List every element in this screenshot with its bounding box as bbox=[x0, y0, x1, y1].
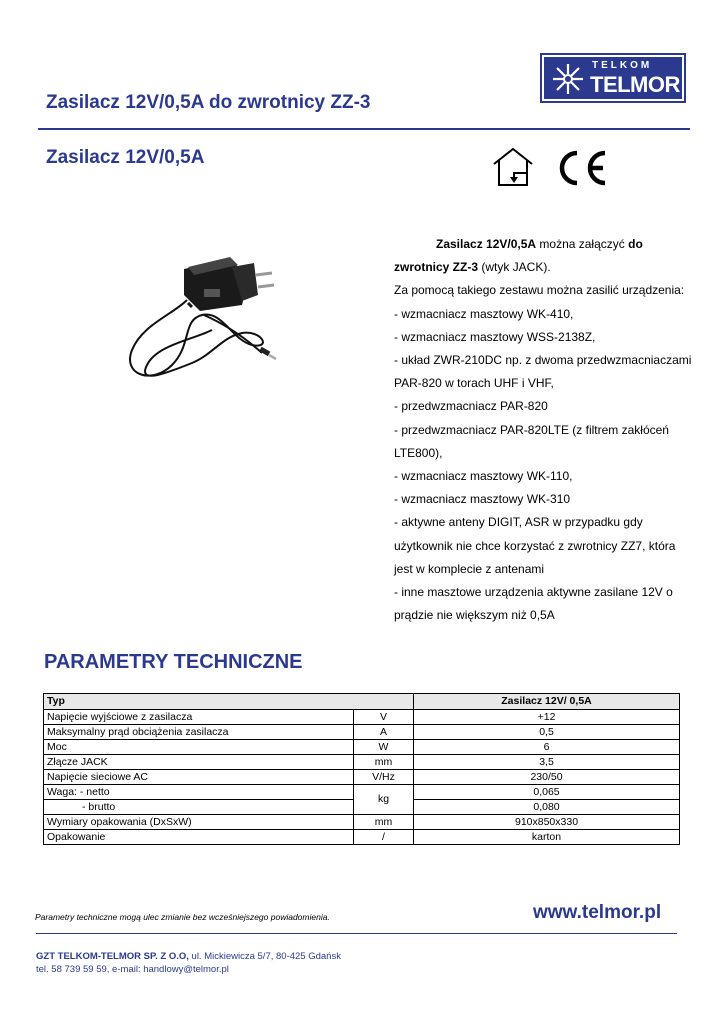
disclaimer-note: Parametry techniczne mogą ulec zmianie bez wcześniejszego powiadomienia. bbox=[35, 912, 330, 922]
telkom-telmor-logo bbox=[540, 53, 686, 103]
param-name: Maksymalny prąd obciążenia zasilacza bbox=[44, 725, 354, 740]
snowflake-logo-icon bbox=[550, 61, 586, 97]
param-name: Złącze JACK bbox=[44, 755, 354, 770]
param-value: karton bbox=[414, 830, 680, 845]
footer-divider bbox=[36, 933, 677, 934]
param-value: 6 bbox=[414, 740, 680, 755]
website-link[interactable]: www.telmor.pl bbox=[533, 902, 662, 923]
param-name: Napięcie sieciowe AC bbox=[44, 770, 354, 785]
param-name: Wymiary opakowania (DxSxW) bbox=[44, 815, 354, 830]
lead-middle-text: można załączyć bbox=[536, 237, 629, 251]
table-row bbox=[44, 725, 680, 740]
logo-top-text: TELKOM bbox=[592, 60, 653, 71]
list-item: - wzmacniacz masztowy WK-310 bbox=[394, 492, 571, 507]
param-value: 0,5 bbox=[414, 725, 680, 740]
param-value-weight-brutto: 0,080 bbox=[414, 800, 680, 815]
header-divider bbox=[38, 128, 690, 130]
product-description bbox=[394, 233, 694, 627]
table-row bbox=[44, 755, 680, 770]
param-name-weight-brutto: - brutto bbox=[44, 800, 354, 815]
param-value: 910x850x330 bbox=[414, 815, 680, 830]
table-row bbox=[44, 740, 680, 755]
param-value: 3,5 bbox=[414, 755, 680, 770]
param-unit: mm bbox=[354, 815, 414, 830]
description-lead bbox=[394, 233, 694, 279]
list-item: - przedwzmacniacz PAR-820LTE (z filtrem zakłóceń LTE800), bbox=[394, 422, 669, 460]
param-value: 230/50 bbox=[414, 770, 680, 785]
lead-bold-product: Zasilacz 12V/0,5A bbox=[436, 237, 537, 251]
address-text: ul. Mickiewicza 5/7, 80-425 Gdańsk bbox=[188, 951, 341, 962]
product-subtitle: Zasilacz 12V/0,5A bbox=[46, 147, 205, 168]
page-title: Zasilacz 12V/0,5A do zwrotnicy ZZ-3 bbox=[46, 92, 371, 113]
table-row bbox=[44, 815, 680, 830]
param-name: Moc bbox=[44, 740, 354, 755]
param-name: Opakowanie bbox=[44, 830, 354, 845]
list-item: - przedwzmacniacz PAR-820 bbox=[394, 399, 548, 414]
list-item: - wzmacniacz masztowy WK-110, bbox=[394, 469, 573, 484]
description-intro: Za pomocą takiego zestawu można zasilić urządzenia: bbox=[394, 283, 685, 298]
list-item: - wzmacniacz masztowy WK-410, bbox=[394, 306, 574, 321]
params-heading: PARAMETRY TECHNICZNE bbox=[44, 651, 303, 673]
ce-mark-icon bbox=[555, 149, 609, 187]
list-item: - układ ZWR-210DC np. z dwoma przedwzmacniaczami PAR-820 w torach UHF i VHF, bbox=[394, 353, 692, 391]
spec-table bbox=[43, 693, 680, 845]
param-unit-weight: kg bbox=[354, 785, 414, 815]
table-header-row bbox=[44, 694, 680, 710]
lead-end-text: (wtyk JACK). bbox=[478, 260, 551, 275]
company-contact: tel. 58 739 59 59, e-mail: handlowy@telmor.pl bbox=[36, 964, 229, 975]
house-arrow-icon bbox=[490, 146, 536, 188]
header-model: Zasilacz 12V/ 0,5A bbox=[414, 694, 680, 710]
param-unit: V bbox=[354, 710, 414, 725]
param-unit: / bbox=[354, 830, 414, 845]
param-value: +12 bbox=[414, 710, 680, 725]
logo-main-text: TELMOR bbox=[590, 72, 680, 97]
list-item: - wzmacniacz masztowy WSS-2138Z, bbox=[394, 329, 596, 344]
header-type: Typ bbox=[44, 694, 414, 710]
company-name: GZT TELKOM-TELMOR SP. Z O.O, bbox=[36, 951, 189, 962]
table-row bbox=[44, 830, 680, 845]
table-row-weight-netto bbox=[44, 785, 680, 800]
param-value-weight-netto: 0,065 bbox=[414, 785, 680, 800]
param-name-weight-netto: Waga: - netto bbox=[44, 785, 354, 800]
power-adapter-image bbox=[112, 245, 332, 405]
param-name: Napięcie wyjściowe z zasilacza bbox=[44, 710, 354, 725]
param-unit: A bbox=[354, 725, 414, 740]
lead-bold-target: do zwrotnicy ZZ-3 bbox=[394, 237, 643, 275]
table-row bbox=[44, 770, 680, 785]
table-row bbox=[44, 710, 680, 725]
list-item: - aktywne anteny DIGIT, ASR w przypadku gdy użytkownik nie chce korzystać z zwrotnicy ZZ7, która jest w komplecie z antenami bbox=[394, 515, 676, 576]
param-unit: mm bbox=[354, 755, 414, 770]
param-unit: V/Hz bbox=[354, 770, 414, 785]
list-item: - inne masztowe urządzenia aktywne zasilane 12V o prądzie nie większym niż 0,5A bbox=[394, 585, 673, 623]
param-unit: W bbox=[354, 740, 414, 755]
company-address bbox=[36, 951, 341, 962]
